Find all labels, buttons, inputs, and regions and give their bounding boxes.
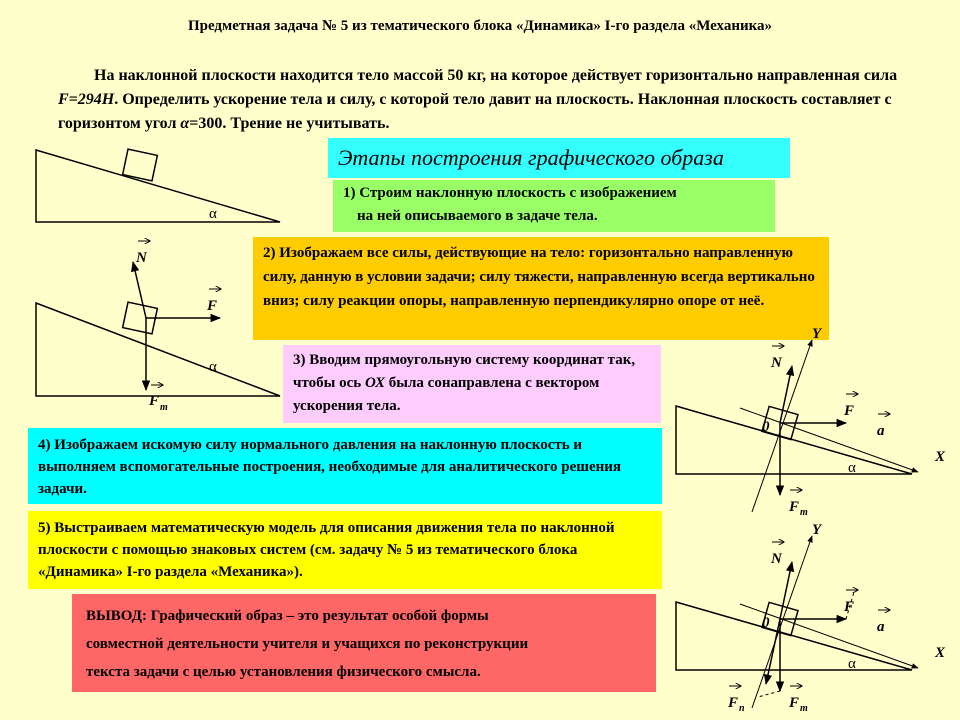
d4-label-f: F	[844, 599, 855, 615]
d2-normal-force-arrow	[133, 262, 146, 318]
d3-y-axis	[752, 340, 812, 512]
d3-alpha-label: α	[848, 460, 856, 476]
d4-alpha-label: α	[848, 656, 856, 672]
problem-text-1: На наклонной плоскости находится тело массой 50 кг, на которое действует горизонтально направленная сила	[94, 67, 898, 84]
d4-label-y: Y	[812, 522, 822, 538]
step-1-line-2: на ней описываемого в задаче тела.	[357, 208, 598, 224]
d4-y-axis	[752, 536, 812, 708]
d4-x-axis	[740, 604, 918, 668]
d2-alpha-label: α	[209, 359, 217, 375]
d3-label-ft: F	[789, 499, 800, 515]
step-1-line-1: 1) Строим наклонную плоскость с изображением	[343, 185, 677, 201]
d4-label-ft: F	[789, 695, 800, 711]
d4-label-fp: F	[728, 695, 739, 711]
d3-label-n: N	[771, 355, 782, 371]
d4-label-x: X	[935, 645, 946, 661]
d4-label-n: N	[771, 551, 782, 567]
conclusion-line-3: текста задачи с целью установления физического смысла.	[86, 664, 481, 680]
d4-label-fp-sub: п	[739, 703, 745, 714]
problem-text-2: . Определить ускорение тела и силу, с которой тело давит на плоскость. Наклонная плоскость составляет с горизонтом угол	[58, 91, 892, 132]
d3-label-x: X	[935, 449, 946, 465]
step-4-box: 4) Изображаем искомую силу нормального давления на наклонную плоскость и выполняем вспомогательные построения, необходимые для аналитического решения задачи.	[28, 428, 662, 504]
step-5-box: 5) Выстраиваем математическую модель для описания движения тела по наклонной плоскости с помощью знаковых систем (см. задачу № 5 из тематического блока «Динамика» I-го раздела «Механика»).	[28, 511, 662, 589]
force-expression: F=294Н	[58, 91, 115, 108]
conclusion-line-1: ВЫВОД: Графический образ – это результат особой формы	[86, 608, 489, 624]
diagram-3-coordinates	[676, 326, 946, 518]
alpha-symbol: α	[180, 115, 190, 132]
d4-aux-line-2	[758, 691, 780, 697]
d4-label-a: a	[877, 619, 885, 635]
d2-label-n: N	[136, 250, 147, 266]
d3-label-a: a	[877, 423, 885, 439]
diagram-2-forces	[36, 241, 280, 413]
diagram-4-pressure	[676, 522, 946, 714]
step-3-text-1: 3) Вводим прямоугольную систему координат так, чтобы ось	[293, 352, 636, 391]
d4-label-ft-sub: т	[800, 703, 808, 714]
d3-label-ft-sub: т	[800, 507, 808, 518]
stages-header: Этапы построения графического образа	[328, 138, 790, 178]
step-2-box: 2) Изображаем все силы, действующие на тело: горизонтально направленную силу, данную в условии задачи; силу тяжести, направленную всегда вертикально вниз; силу реакции опоры, направленную перпендикулярно опоре от неё.	[253, 237, 829, 340]
page-title: Предметная задача № 5 из тематического блока «Динамика» I-го раздела «Механика»	[187, 18, 773, 34]
conclusion-line-2: совместной деятельности учителя и учащихся по реконструкции	[86, 636, 529, 652]
axis-ox: ОХ	[364, 375, 386, 391]
d3-label-f: F	[844, 403, 855, 419]
d4-label-origin: 0	[762, 615, 770, 631]
step-3-text-2: была сонаправлена с вектором ускорения тела.	[293, 375, 600, 414]
d1-alpha-label: α	[209, 206, 217, 222]
d2-label-ft: F	[149, 393, 160, 409]
d2-label-ft-sub: т	[160, 402, 168, 413]
d2-label-f: F	[207, 298, 218, 314]
d3-label-y: Y	[812, 326, 822, 342]
d3-label-origin: 0	[762, 419, 770, 435]
d3-x-axis	[740, 408, 918, 472]
problem-text-3: =300. Трение не учитывать.	[189, 115, 390, 132]
diagram-1-inclined-plane	[36, 149, 280, 222]
